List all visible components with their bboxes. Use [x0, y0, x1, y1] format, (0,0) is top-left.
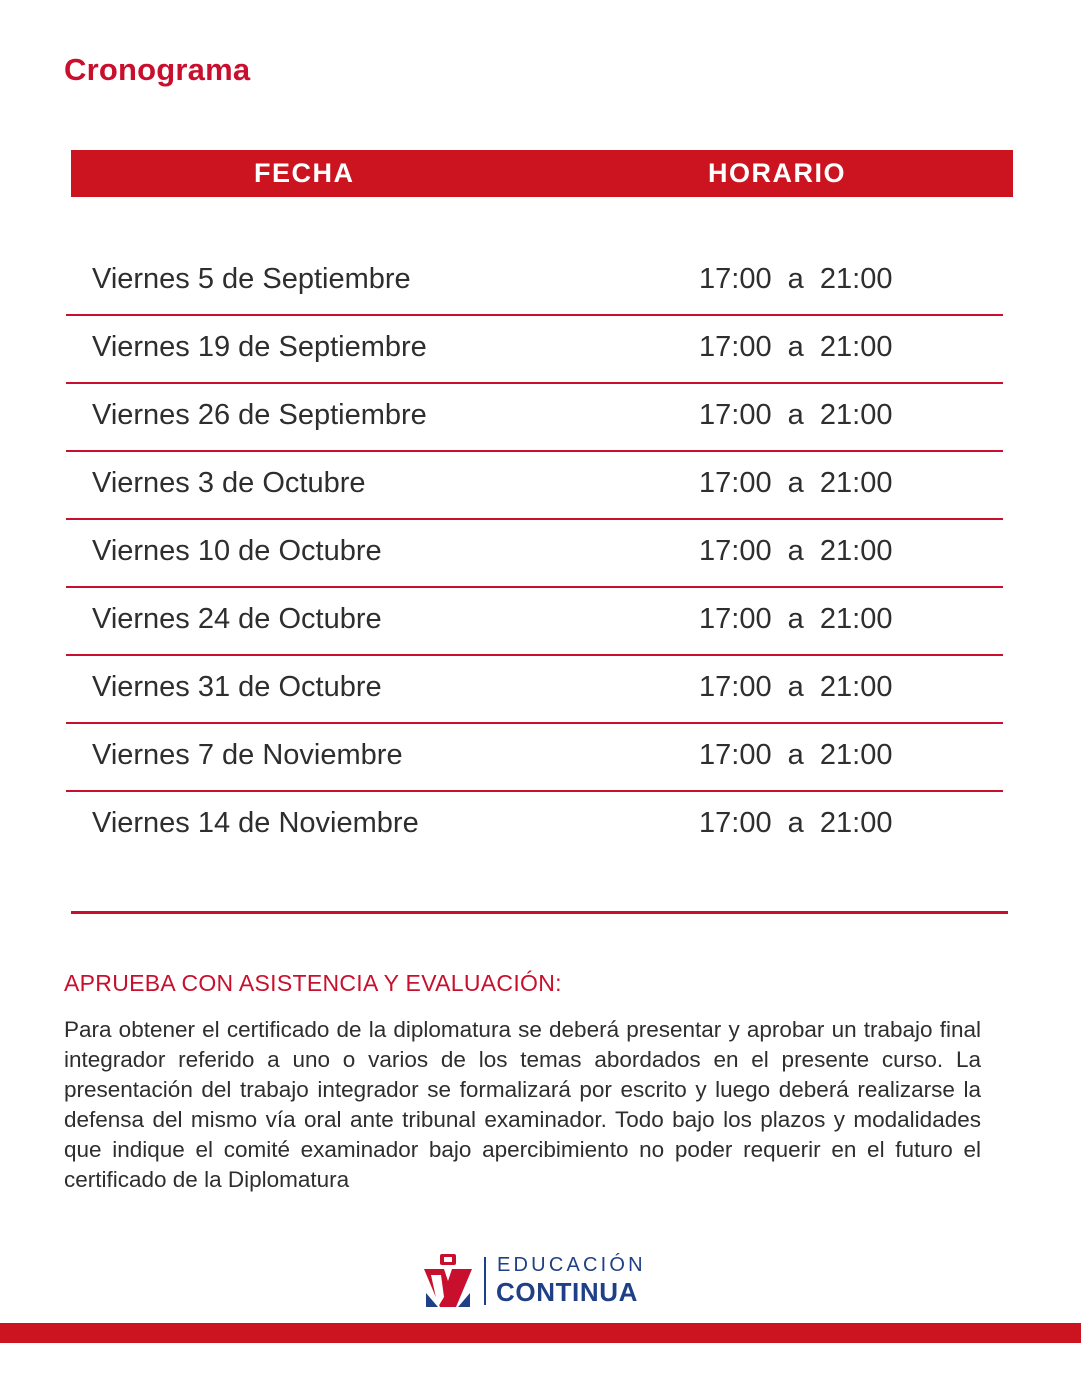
- row-date: Viernes 24 de Octubre: [92, 603, 382, 635]
- schedule-table: [66, 248, 1003, 860]
- row-time: 17:00 a 21:00: [699, 739, 893, 771]
- logo-line-educacion: EDUCACIÓN: [497, 1254, 646, 1276]
- page-title: Cronograma: [64, 52, 251, 87]
- footer-bar: [0, 1323, 1081, 1343]
- table-header: [71, 150, 1013, 197]
- approval-heading: APRUEBA CON ASISTENCIA Y EVALUACIÓN:: [64, 970, 562, 996]
- row-time: 17:00 a 21:00: [699, 807, 893, 839]
- row-date: Viernes 10 de Octubre: [92, 535, 382, 567]
- table-row: [66, 724, 1003, 792]
- row-time: 17:00 a 21:00: [699, 331, 893, 363]
- row-time: 17:00 a 21:00: [699, 535, 893, 567]
- table-row: [66, 248, 1003, 316]
- row-date: Viernes 31 de Octubre: [92, 671, 382, 703]
- header-horario: HORARIO: [708, 158, 846, 188]
- logo-divider: [484, 1257, 486, 1305]
- row-time: 17:00 a 21:00: [699, 467, 893, 499]
- row-date: Viernes 26 de Septiembre: [92, 399, 427, 431]
- row-time: 17:00 a 21:00: [699, 263, 893, 295]
- university-shield-icon: [424, 1253, 472, 1307]
- table-row: [66, 316, 1003, 384]
- row-date: Viernes 7 de Noviembre: [92, 739, 403, 771]
- table-row: [66, 452, 1003, 520]
- row-time: 17:00 a 21:00: [699, 603, 893, 635]
- header-fecha: FECHA: [254, 158, 355, 188]
- row-date: Viernes 19 de Septiembre: [92, 331, 427, 363]
- table-row: [66, 792, 1003, 860]
- table-row: [66, 520, 1003, 588]
- table-bottom-divider: [71, 911, 1008, 914]
- educacion-continua-logo: [424, 1253, 664, 1308]
- logo-line-continua: CONTINUA: [496, 1277, 639, 1307]
- row-time: 17:00 a 21:00: [699, 399, 893, 431]
- table-row: [66, 656, 1003, 724]
- row-date: Viernes 3 de Octubre: [92, 467, 366, 499]
- row-date: Viernes 14 de Noviembre: [92, 807, 419, 839]
- row-time: 17:00 a 21:00: [699, 671, 893, 703]
- table-row: [66, 384, 1003, 452]
- row-date: Viernes 5 de Septiembre: [92, 263, 411, 295]
- table-row: [66, 588, 1003, 656]
- approval-body: Para obtener el certificado de la diplomatura se deberá presentar y aprobar un trabajo final integrador referido a uno o varios de los temas abordados en el presente curso. La presentación del trabajo integrador se formalizará por escrito y luego deberá realizarse la defensa del mismo vía oral ante tribunal examinador. Todo bajo los plazos y modalidades que indique el comité examinador bajo apercibimiento no poder requerir en el futuro el certificado de la Diplomatura: [64, 1017, 981, 1192]
